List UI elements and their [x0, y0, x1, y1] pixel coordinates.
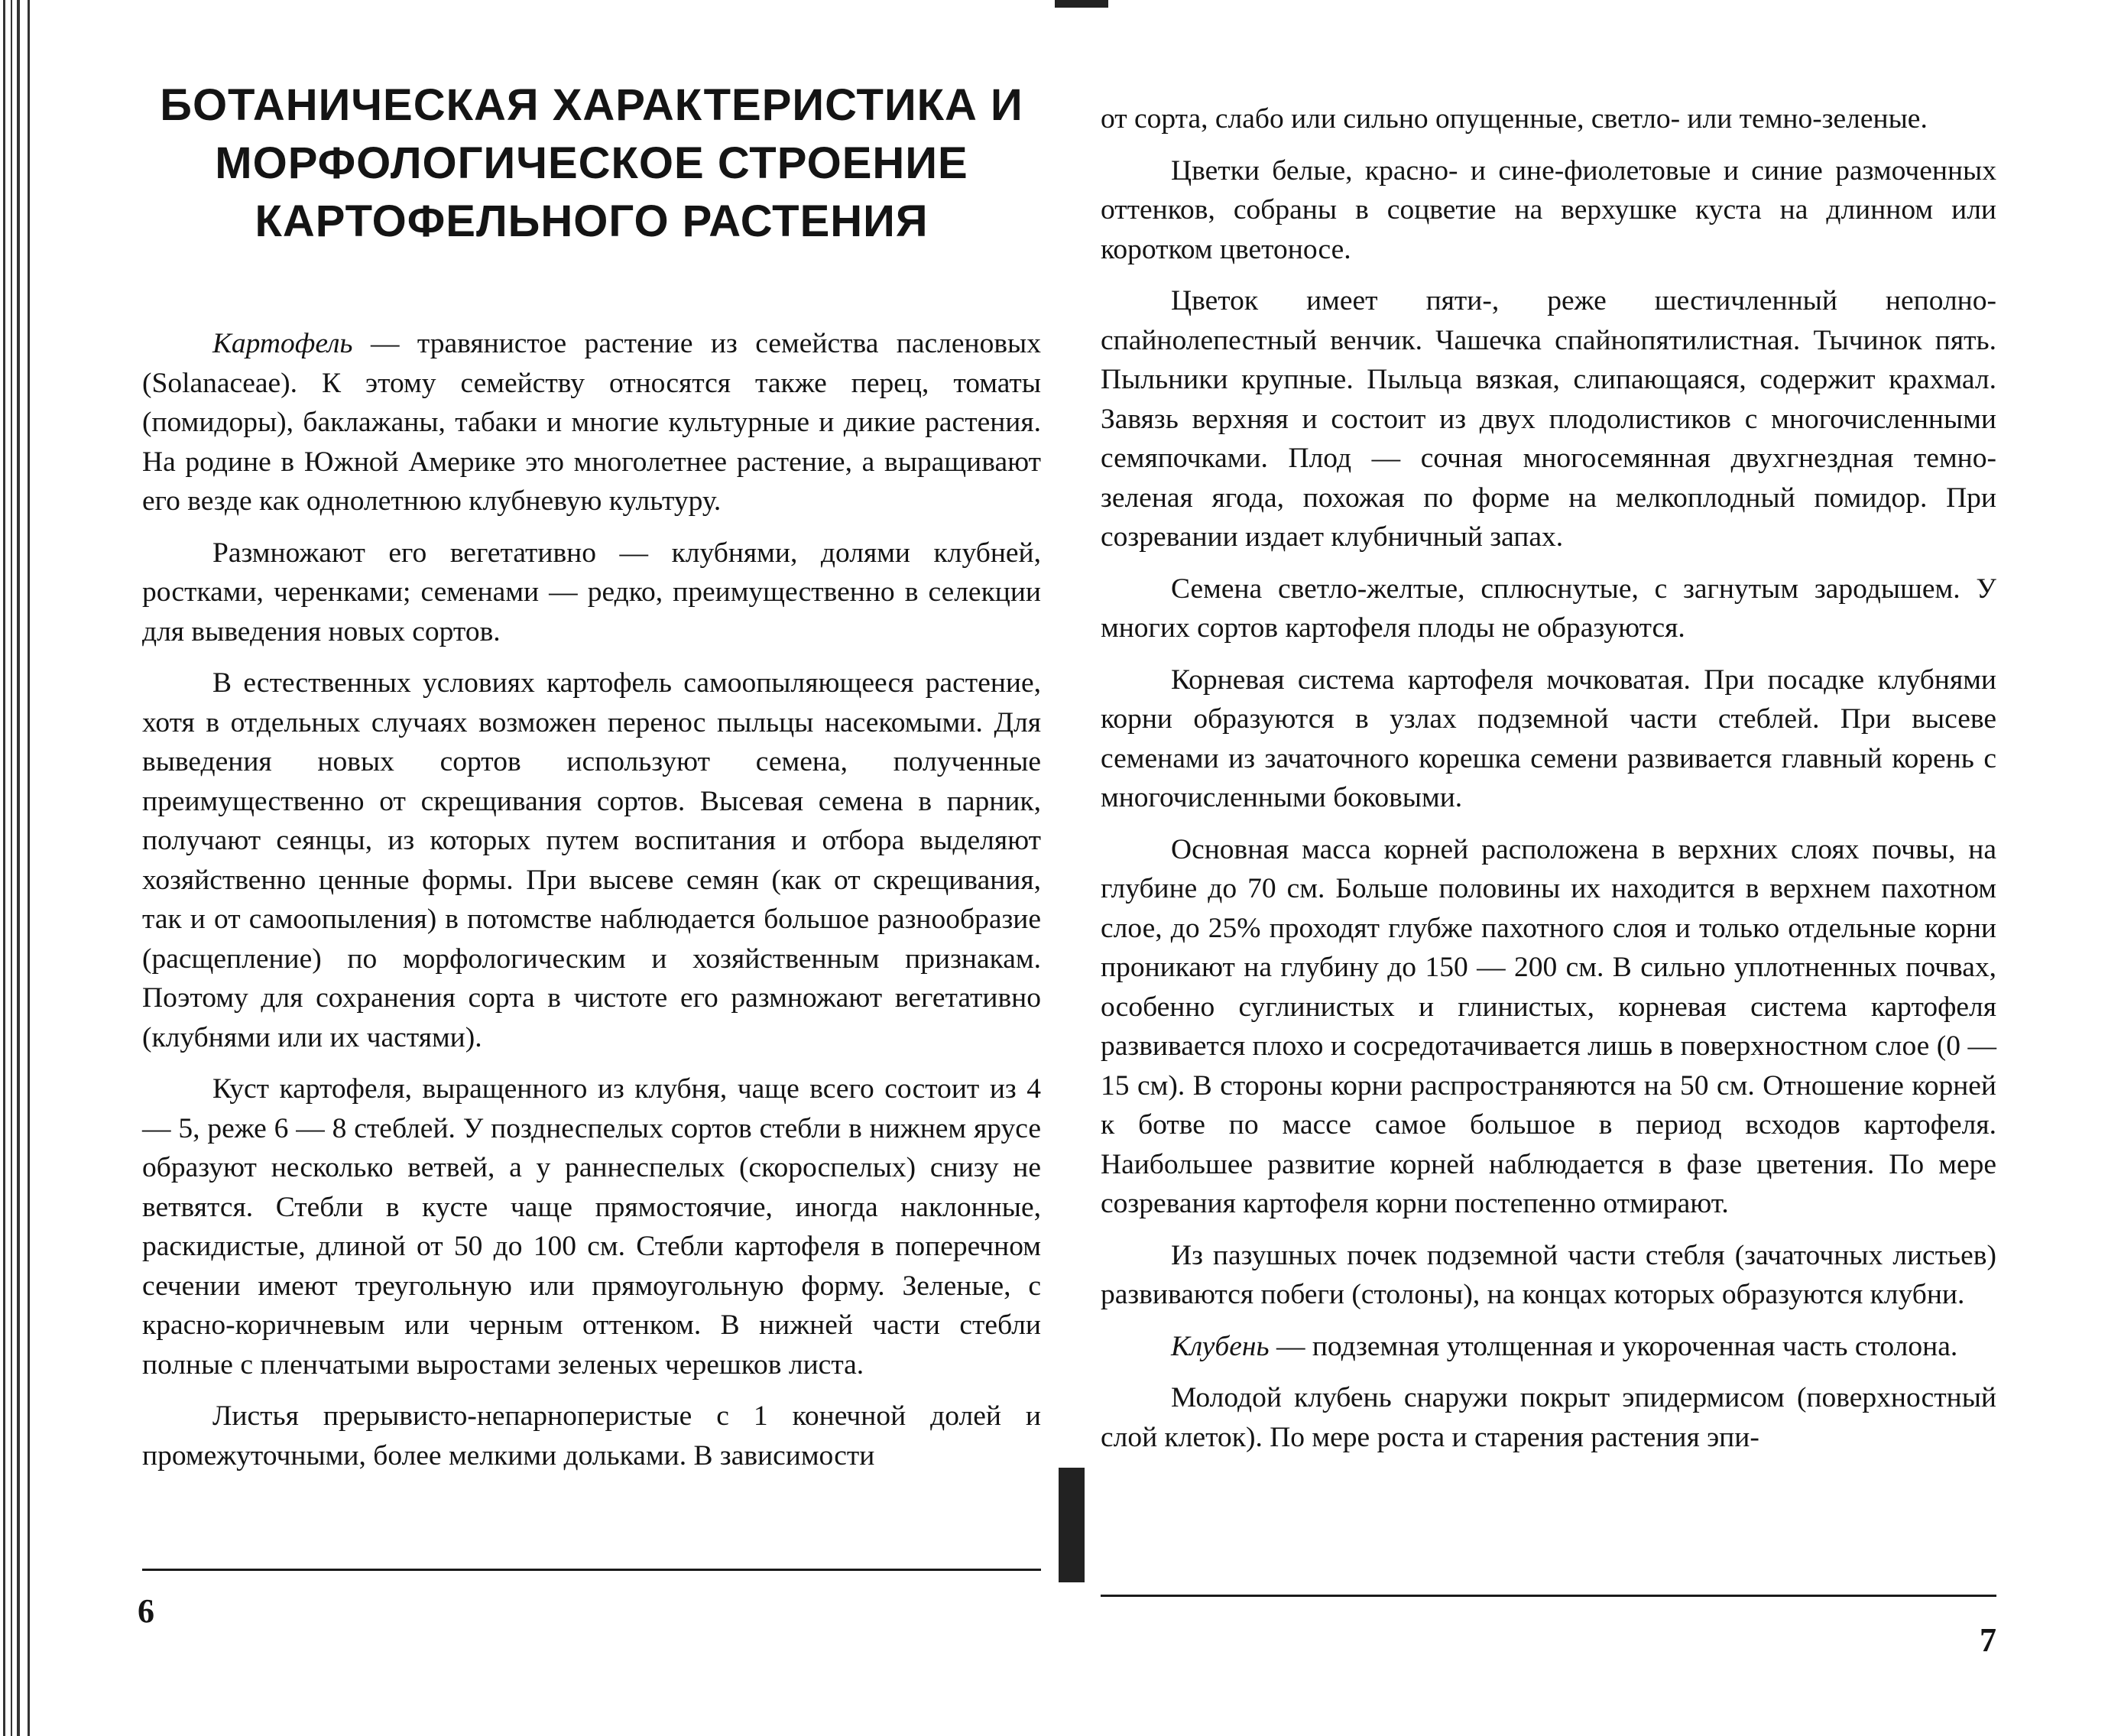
paragraph: Из пазушных почек подземной части стебля (зачаточных листьев) развиваются побеги (столоны), на концах которых образуются клубни.	[1101, 1239, 1996, 1310]
footer-rule-left	[142, 1569, 1041, 1571]
right-page	[1101, 99, 1996, 1457]
paragraph: Клубень — подземная утолщенная и укороченная часть столона.	[1171, 1330, 1958, 1362]
paragraph: Цветки белые, красно- и сине-фиолетовые и синие размоченных оттенков, собраны в соцветие на верхушке куста на длинном или коротком цветоносе.	[1101, 154, 1996, 265]
left-page	[142, 76, 1041, 1475]
paragraph: Основная масса корней расположена в верхних слоях почвы, на глубине до 70 см. Больше половины их находится в верхнем пахотном слое, до 25% проходят глубже пахотного слоя и только отдельные корни проникают на глубину до 150 — 200 см. В сильно уплотненных почвах, особенно суглинистых и глинистых, корневая система картофеля развивается плохо и сосредотачивается лишь в поверхностном слое (0 — 15 см). В стороны корни распространяются на 50 см. Отношение корней к ботве по массе самое большое в период всходов картофеля. Наибольшее развитие корней наблюдается в фазе цветения. По мере созревания картофеля корни постепенно отмирают.	[1101, 833, 1996, 1219]
paragraph: Молодой клубень снаружи покрыт эпидермисом (поверхностный слой клеток). По мере роста и старения растения эпи-	[1101, 1382, 1996, 1453]
left-body	[142, 324, 1041, 1475]
scan-artifact	[1055, 0, 1108, 8]
right-body	[1101, 99, 1996, 1457]
paragraph: Цветок имеет пяти-, реже шестичленный неполно-спайнолепестный венчик. Чашечка спайнопятилистная. Тычинок пять. Пыльники крупные. Пыльца вязкая, слипающаяся, содержит крахмал. Завязь верхняя и состоит из двух плодолистиков с многочисленными семяпочками. Плод — сочная многосемянная двухгнездная темно-зеленая ягода, похожая по форме на мелкоплодный помидор. При созревании издает клубничный запах.	[1101, 285, 1996, 553]
chapter-heading	[142, 76, 1041, 251]
binding-edge	[0, 0, 46, 1736]
paragraph: Размножают его вегетативно — клубнями, долями клубней, ростками, черенками; семенами — редко, преимущественно в селекции для выведения новых сортов.	[142, 537, 1041, 647]
heading-line-1: БОТАНИЧЕСКАЯ ХАРАКТЕРИСТИКА И	[160, 80, 1023, 130]
term: Клубень	[1171, 1330, 1270, 1362]
paragraph: Куст картофеля, выращенного из клубня, чаще всего состоит из 4 — 5, реже 6 — 8 стеблей. У позднеспелых сортов стебли в нижнем ярусе образуют несколько ветвей, а у раннеспелых (скороспелых) снизу не ветвятся. Стебли в кусте чаще прямостоячие, иногда наклонные, раскидистые, длиной от 50 до 100 см. Стебли картофеля в поперечном сечении имеют треугольную или прямоугольную форму. Зеленые, с красно-коричневым или черным оттенком. В нижней части стебли полные с пленчатыми выростами зеленых черешков листа.	[142, 1073, 1041, 1381]
paragraph: от сорта, слабо или сильно опущенные, светло- или темно-зеленые.	[1101, 103, 1928, 135]
page-number-left: 6	[138, 1592, 154, 1630]
heading-line-2: МОРФОЛОГИЧЕСКОЕ СТРОЕНИЕ	[215, 138, 968, 188]
paragraph: Картофель — травянистое растение из семейства пасленовых (Solanaceae). К этому семейству относятся также перец, томаты (помидоры), баклажаны, табаки и многие культурные и дикие растения. На родине в Южной Америке это многолетнее растение, а выращивают его везде как однолетнюю клубневую культуру.	[142, 328, 1041, 517]
term: Картофель	[212, 328, 353, 359]
paragraph: Семена светло-желтые, сплюснутые, с загнутым зародышем. У многих сортов картофеля плоды не образуются.	[1101, 573, 1996, 644]
paragraph: Корневая система картофеля мочковатая. При посадке клубнями корни образуются в узлах подземной части стеблей. При высеве семенами из зачаточного корешка семени развивается главный корень с многочисленными боковыми.	[1101, 664, 1996, 813]
paragraph: В естественных условиях картофель самоопыляющееся растение, хотя в отдельных случаях возможен перенос пыльцы насекомыми. Для выведения новых сортов используют семена, полученные преимущественно от скрещивания сортов. Высевая семена в парник, получают сеянцы, из которых путем воспитания и отбора выделяют хозяйственно ценные формы. При высеве семян (как от скрещивания, так и от самоопыления) в потомстве наблюдается большое разнообразие (расщепление) по морфологическим и хозяйственным признакам. Поэтому для сохранения сорта в чистоте его размножают вегетативно (клубнями или их частями).	[142, 667, 1041, 1053]
gutter-mark	[1059, 1468, 1085, 1582]
page-number-right: 7	[1980, 1621, 1996, 1659]
paragraph: Листья прерывисто-непарноперистые с 1 конечной долей и промежуточными, более мелкими дольками. В зависимости	[142, 1400, 1041, 1472]
footer-rule-right	[1101, 1595, 1996, 1597]
heading-line-3: КАРТОФЕЛЬНОГО РАСТЕНИЯ	[255, 196, 929, 246]
